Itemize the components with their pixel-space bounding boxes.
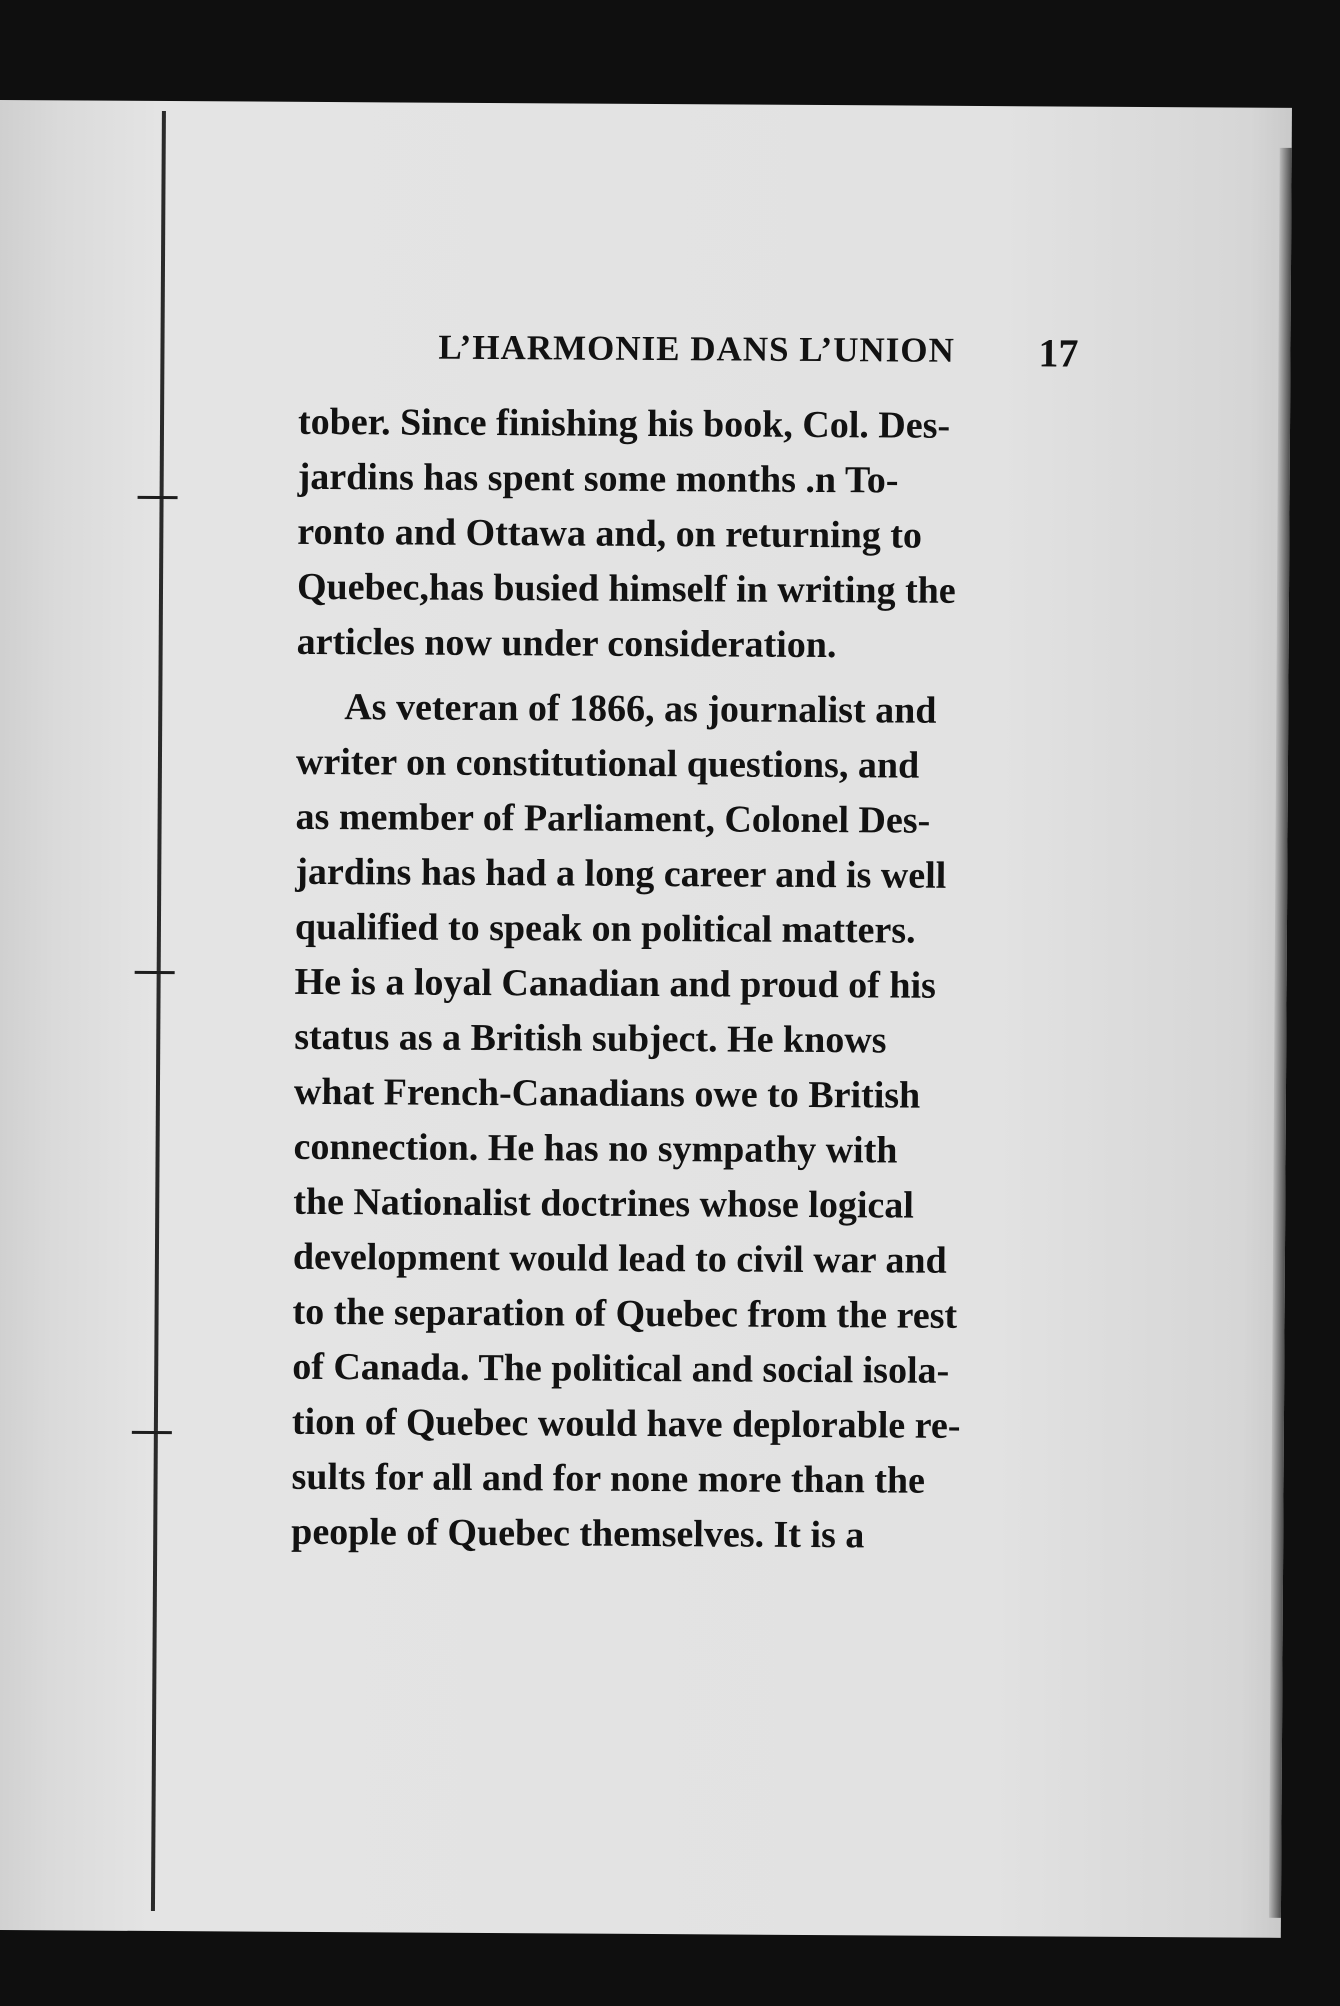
text-line: qualified to speak on political matters. xyxy=(294,905,916,952)
binding-mark xyxy=(138,496,178,499)
text-line: what French-Canadians owe to British xyxy=(293,1070,921,1117)
text-line: tion of Quebec would have deplorable re- xyxy=(291,1400,961,1447)
paragraph-2 xyxy=(291,680,1076,1565)
paragraph-1 xyxy=(297,395,1079,675)
text-line: articles now under consideration. xyxy=(296,620,837,667)
book-page xyxy=(0,100,1292,1938)
binding-mark xyxy=(132,1431,172,1434)
text-line: sults for all and for none more than the xyxy=(291,1455,926,1502)
text-line: connection. He has no sympathy with xyxy=(293,1125,898,1172)
text-line: ronto and Ottawa and, on returning to xyxy=(297,510,923,557)
text-line: As veteran of 1866, as journalist and xyxy=(344,686,937,732)
text-line: people of Quebec themselves. It is a xyxy=(291,1510,865,1557)
running-head xyxy=(298,317,1078,392)
text-line: the Nationalist doctrines whose logical xyxy=(293,1180,915,1227)
text-line: Quebec,has busied himself in writing the xyxy=(296,565,956,612)
binding-mark xyxy=(135,971,175,974)
running-head-title: L’HARMONIE DANS L’UNION xyxy=(438,327,955,370)
text-line: development would lead to civil war and xyxy=(292,1235,947,1282)
text-line: He is a loyal Canadian and proud of his xyxy=(294,960,937,1007)
binding-line xyxy=(151,111,166,1911)
text-line: status as a British subject. He knows xyxy=(294,1015,887,1062)
page-number: 17 xyxy=(1038,330,1079,376)
text-line: of Canada. The political and social isola- xyxy=(292,1345,950,1392)
body-text xyxy=(291,395,1078,1565)
text-line: tober. Since finishing his book, Col. Des- xyxy=(297,400,951,447)
text-line: jardins has had a long career and is well xyxy=(295,850,947,897)
text-line: writer on constitutional questions, and xyxy=(295,740,920,787)
text-line: as member of Parliament, Colonel Des- xyxy=(295,795,931,842)
page-edge-shadow xyxy=(1269,148,1292,1918)
page-content xyxy=(291,317,1079,1565)
text-line: jardins has spent some months .n To- xyxy=(297,455,899,502)
text-line: to the separation of Quebec from the rest xyxy=(292,1290,958,1337)
